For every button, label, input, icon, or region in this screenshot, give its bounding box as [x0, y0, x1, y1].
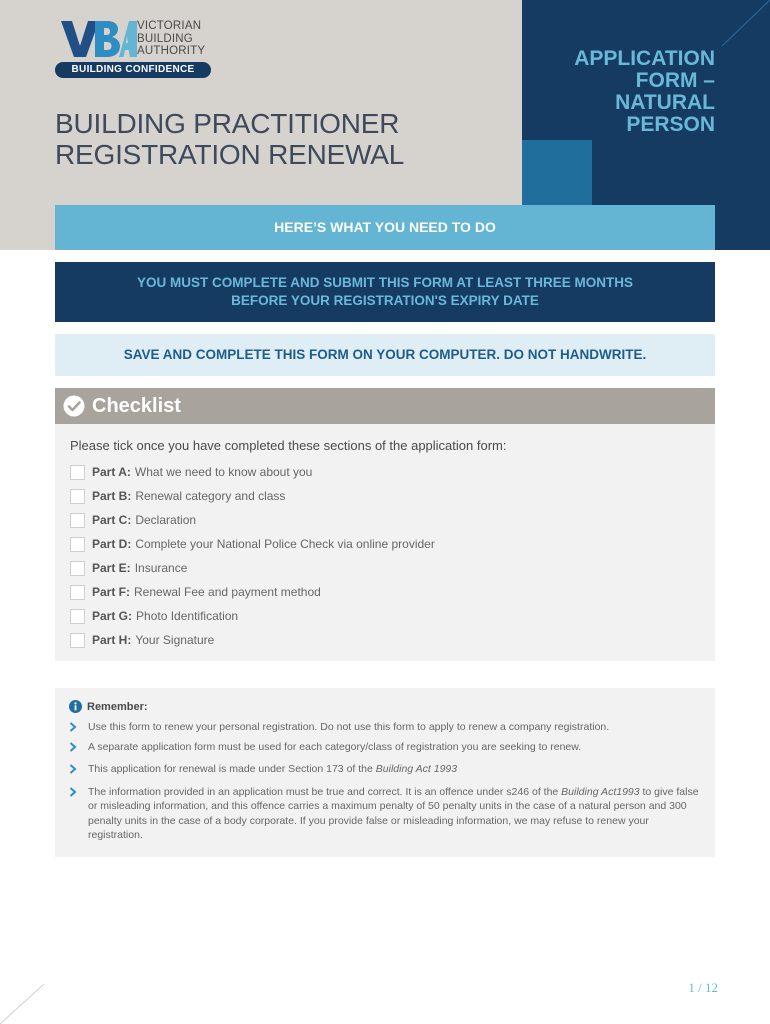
deadline-line: YOU MUST COMPLETE AND SUBMIT THIS FORM AT LEAST THREE MONTHS — [137, 275, 633, 290]
form-type-line: NATURAL — [615, 91, 715, 114]
act-citation: Building Act1993 — [561, 785, 640, 798]
remember-title: Remember: — [87, 700, 148, 713]
remember-text: to give false or misleading information, and this offence carries a maximum penalty of 50 penalty units in the case of a natural person and 300 penalty units in the case of a body corporate. If you provide false or misleading information, we may refuse to renew your registration. — [88, 785, 699, 841]
vba-logo-mark-icon — [59, 18, 137, 60]
checklist-intro: Please tick once you have completed these sections of the application form: — [70, 438, 507, 453]
form-type-line: FORM – — [635, 69, 715, 92]
form-type-line: PERSON — [626, 113, 715, 136]
checklist-body — [55, 424, 715, 661]
need-to-do-banner: HERE’S WHAT YOU NEED TO DO — [55, 205, 715, 250]
remember-item — [69, 720, 701, 735]
deadline-line: BEFORE YOUR REGISTRATION'S EXPIRY DATE — [231, 293, 539, 308]
save-note-banner: SAVE AND COMPLETE THIS FORM ON YOUR COMPUTER. DO NOT HANDWRITE. — [55, 334, 715, 376]
checklist-header — [55, 388, 715, 424]
form-type-label — [535, 48, 715, 136]
part-description: Insurance — [134, 561, 188, 575]
page-title-line: REGISTRATION RENEWAL — [55, 139, 405, 170]
checklist-item — [70, 604, 435, 628]
check-circle-icon — [63, 395, 85, 417]
part-label: Part H: — [92, 633, 132, 647]
chevron-right-icon — [69, 742, 77, 752]
part-label: Part E: — [92, 561, 131, 575]
decorative-corner-line-icon — [0, 984, 50, 1024]
info-icon — [69, 700, 82, 713]
remember-text: This application for renewal is made under Section 173 of the — [88, 763, 376, 775]
decorative-line-icon — [522, 0, 770, 50]
page-title-line: BUILDING PRACTITIONER — [55, 108, 400, 139]
chevron-right-icon — [69, 787, 77, 797]
checklist-item — [70, 508, 435, 532]
remember-item — [69, 740, 701, 755]
part-description: Your Signature — [135, 633, 215, 647]
deadline-banner — [55, 262, 715, 322]
logo-line: AUTHORITY — [137, 45, 206, 57]
part-description: Renewal category and class — [135, 489, 286, 503]
page-number: 1 / 12 — [688, 980, 718, 995]
checklist-item — [70, 628, 435, 652]
part-label: Part D: — [92, 537, 132, 551]
checkbox[interactable] — [70, 633, 85, 648]
page-title — [55, 108, 515, 170]
part-description: Complete your National Police Check via online provider — [135, 537, 435, 551]
remember-text: A separate application form must be used for each category/class of registration you are seeking to renew. — [88, 740, 582, 753]
checkbox[interactable] — [70, 513, 85, 528]
logo-tagline: BUILDING CONFIDENCE — [55, 62, 211, 78]
part-label: Part G: — [92, 609, 133, 623]
checklist-item — [70, 460, 435, 484]
vba-logo-wordmark — [137, 20, 205, 58]
remember-item — [69, 762, 701, 777]
form-type-line: APPLICATION — [574, 47, 715, 70]
part-label: Part B: — [92, 489, 132, 503]
part-description: Photo Identification — [136, 609, 239, 623]
chevron-right-icon — [69, 722, 77, 732]
part-label: Part F: — [92, 585, 131, 599]
logo-line: BUILDING — [137, 32, 193, 45]
remember-panel — [55, 688, 715, 857]
checklist-items — [70, 460, 435, 652]
part-description: Declaration — [135, 513, 197, 527]
checkbox[interactable] — [70, 465, 85, 480]
checklist-item — [70, 532, 435, 556]
checkbox[interactable] — [70, 561, 85, 576]
checkbox[interactable] — [70, 537, 85, 552]
remember-header — [69, 700, 148, 713]
checkbox[interactable] — [70, 489, 85, 504]
checklist-item — [70, 580, 435, 604]
vba-logo — [55, 18, 215, 80]
act-citation: Building Act 1993 — [375, 763, 458, 775]
part-label: Part C: — [92, 513, 132, 527]
remember-list — [69, 720, 701, 848]
chevron-right-icon — [69, 764, 77, 774]
part-label: Part A: — [92, 465, 131, 479]
remember-text: The information provided in an application must be true and correct. It is an offence under s246 of the — [88, 785, 562, 798]
part-description: What we need to know about you — [134, 465, 313, 479]
checkbox[interactable] — [70, 585, 85, 600]
remember-text: Use this form to renew your personal registration. Do not use this form to apply to renew a company registration. — [88, 721, 610, 733]
part-description: Renewal Fee and payment method — [134, 585, 321, 599]
checklist-title: Checklist — [92, 394, 181, 417]
logo-line: VICTORIAN — [137, 20, 202, 32]
checklist-item — [70, 556, 435, 580]
checklist-item — [70, 484, 435, 508]
checkbox[interactable] — [70, 609, 85, 624]
remember-item — [69, 785, 701, 843]
